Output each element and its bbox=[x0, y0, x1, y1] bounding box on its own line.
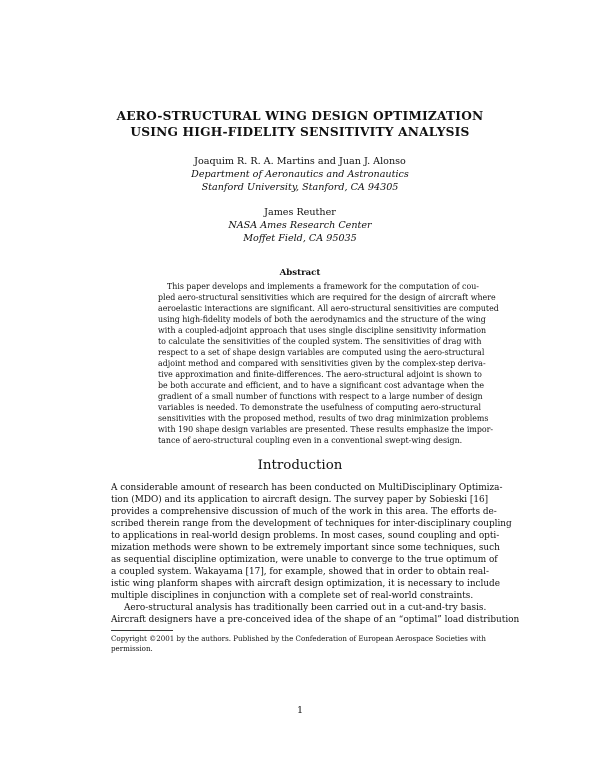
paper-title-line-1: AERO-STRUCTURAL WING DESIGN OPTIMIZATION bbox=[116, 109, 484, 123]
affiliation-2-line-2: Moffet Field, CA 95035 bbox=[243, 233, 357, 244]
section-heading-introduction: Introduction bbox=[257, 458, 343, 473]
body-line: to applications in real-world design problems. In most cases, sound coupling and opti- bbox=[111, 531, 500, 541]
abstract-line: respect to a set of shape design variables are computed using the aero-structural bbox=[158, 348, 485, 357]
body-line: as sequential discipline optimization, were unable to converge to the true optimum of bbox=[111, 555, 498, 565]
paper-title-line-2: USING HIGH-FIDELITY SENSITIVITY ANALYSIS bbox=[130, 125, 470, 139]
body-line: scribed therein range from the development of techniques for inter-disciplinary coupling bbox=[111, 519, 512, 529]
abstract-line: adjoint method and compared with sensitivities given by the complex-step deriva- bbox=[158, 359, 486, 368]
body-line: provides a comprehensive discussion of much of the work in this area. The efforts de- bbox=[111, 507, 497, 517]
affiliation-1-line-2: Stanford University, Stanford, CA 94305 bbox=[201, 182, 399, 193]
abstract-line: using high-fidelity models of both the aerodynamics and the structure of the wing bbox=[158, 315, 486, 324]
abstract-heading: Abstract bbox=[279, 268, 321, 278]
authors-group-1: Joaquim R. R. A. Martins and Juan J. Alonso bbox=[194, 156, 406, 167]
affiliation-2-line-1: NASA Ames Research Center bbox=[228, 220, 372, 231]
abstract-line: with a coupled-adjoint approach that uses single discipline sensitivity information bbox=[158, 326, 487, 335]
body-line: istic wing planform shapes with aircraft design optimization, it is necessary to include bbox=[111, 579, 500, 589]
body-line: A considerable amount of research has been conducted on MultiDisciplinary Optimiza- bbox=[111, 483, 503, 493]
page-number: 1 bbox=[296, 705, 304, 716]
abstract-line: variables is needed. To demonstrate the usefulness of computing aero-structural bbox=[158, 403, 481, 412]
body-line: multiple disciplines in conjunction with a complete set of real-world constraints. bbox=[111, 591, 474, 601]
abstract-line: be both accurate and efficient, and to have a significant cost advantage when the bbox=[158, 381, 485, 390]
footnote-rule bbox=[111, 630, 173, 631]
body-line: tion (MDO) and its application to aircraft design. The survey paper by Sobieski [16] bbox=[111, 495, 489, 505]
abstract-line: sensitivities with the proposed method, results of two drag minimization problems bbox=[158, 414, 489, 423]
authors-group-2: James Reuther bbox=[264, 207, 336, 218]
body-line: Aero-structural analysis has traditionally been carried out in a cut-and-try basis. bbox=[124, 603, 487, 613]
abstract-line: pled aero-structural sensitivities which are required for the design of aircraft where bbox=[158, 293, 496, 302]
abstract-line: with 190 shape design variables are presented. These results emphasize the impor- bbox=[158, 425, 494, 434]
abstract-line: aeroelastic interactions are significant. All aero-structural sensitivities are computed bbox=[158, 304, 499, 313]
body-line: Aircraft designers have a pre-conceived idea of the shape of an “optimal” load distribution bbox=[111, 615, 520, 625]
footnote-copyright-line-2: permission. bbox=[111, 644, 153, 653]
body-line: a coupled system. Wakayama [17], for example, showed that in order to obtain real- bbox=[111, 567, 489, 577]
affiliation-1-line-1: Department of Aeronautics and Astronautics bbox=[191, 169, 409, 180]
abstract-line: This paper develops and implements a framework for the computation of cou- bbox=[167, 282, 479, 291]
abstract-line: to calculate the sensitivities of the coupled system. The sensitivities of drag with bbox=[158, 337, 482, 346]
footnote-copyright-line-1: Copyright ©2001 by the authors. Published by the Confederation of European Aerospace Societies with bbox=[111, 634, 486, 643]
abstract-line: tance of aero-structural coupling even in a conventional swept-wing design. bbox=[158, 436, 463, 445]
abstract-line: tive approximation and finite-differences. The aero-structural adjoint is shown to bbox=[158, 370, 482, 379]
abstract-line: gradient of a small number of functions with respect to a large number of design bbox=[158, 392, 483, 401]
body-line: mization methods were shown to be extremely important since some techniques, such bbox=[111, 543, 500, 553]
